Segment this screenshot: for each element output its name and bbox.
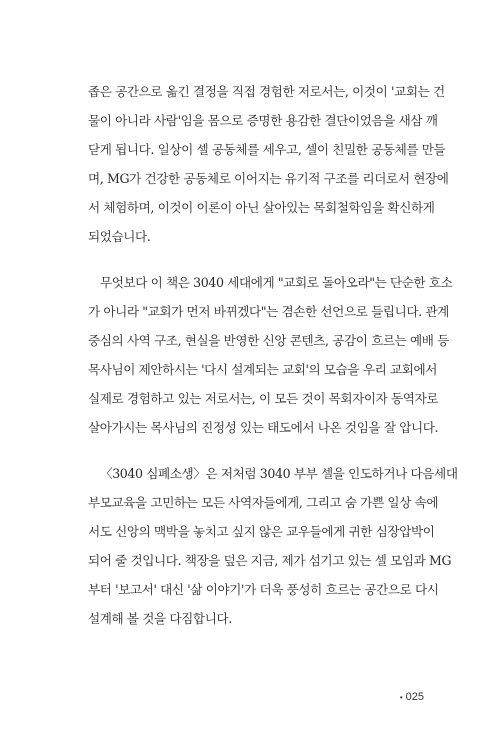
paragraph-line: 좁은 공간으로 옮긴 결정을 직접 경험한 저로서는, 이것이 '교회는 건 xyxy=(88,84,445,99)
paragraph-line: 가 아니라 "교회가 먼저 바뀌겠다"는 겸손한 선언으로 들립니다. 관계 xyxy=(88,304,449,319)
page-number: 025 xyxy=(405,691,424,703)
paragraph-line: 중심의 사역 구조, 현실을 반영한 신앙 콘텐츠, 공감이 흐르는 예배 등 xyxy=(88,333,449,348)
paragraph-2 xyxy=(88,268,453,442)
paragraph-line: 실제로 경험하고 있는 저로서는, 이 모든 것이 목회자이자 동역자로 xyxy=(88,391,439,406)
paragraph-line: 목사님이 제안하시는 '다시 설계되는 교회'의 모습을 우리 교회에서 xyxy=(88,362,438,377)
paragraph-line: 무엇보다 이 책은 3040 세대에게 "교회로 돌아오라"는 단순한 호소 xyxy=(100,275,453,290)
paragraph-line: 부모교육을 고민하는 모든 사역자들에게, 그리고 숨 가쁜 일상 속에 xyxy=(88,495,439,510)
paragraph-line: 서도 신앙의 맥박을 놓치고 싶지 않은 교우들에게 귀한 심장압박이 xyxy=(88,524,435,539)
paragraph-line: 되어 줄 것입니다. 책장을 덮은 지금, 제가 섬기고 있는 셀 모임과 MG xyxy=(88,553,452,568)
paragraph-line: 살아가시는 목사님의 진정성 있는 태도에서 나온 것임을 잘 압니다. xyxy=(88,420,439,435)
paragraph-line: 부터 '보고서' 대신 '삶 이야기'가 더욱 풍성히 흐르는 공간으로 다시 xyxy=(88,582,439,597)
paragraph-line: 설계해 볼 것을 다짐합니다. xyxy=(88,611,232,626)
page-footer xyxy=(400,691,424,703)
paragraph-3 xyxy=(88,459,458,633)
paragraph-line: 며, MG가 건강한 공동체로 이어지는 유기적 구조를 리더로서 현장에 xyxy=(88,171,449,186)
paragraph-line: 서 체험하며, 이것이 이론이 아닌 살아있는 목회철학임을 확신하게 xyxy=(88,200,435,215)
paragraph-line: 닫게 됩니다. 일상이 셀 공동체를 세우고, 셀이 친밀한 공동체를 만들 xyxy=(88,142,446,157)
paragraph-1 xyxy=(88,77,449,251)
bullet-icon: • xyxy=(399,692,403,702)
paragraph-line: 되었습니다. xyxy=(88,229,151,244)
paragraph-line: 물이 아니라 사람'임을 몸으로 증명한 용감한 결단이었음을 새삼 깨 xyxy=(88,113,438,128)
paragraph-line: 〈3040 심폐소생〉은 저처럼 3040 부부 셀을 인도하거나 다음세대 xyxy=(100,466,458,481)
